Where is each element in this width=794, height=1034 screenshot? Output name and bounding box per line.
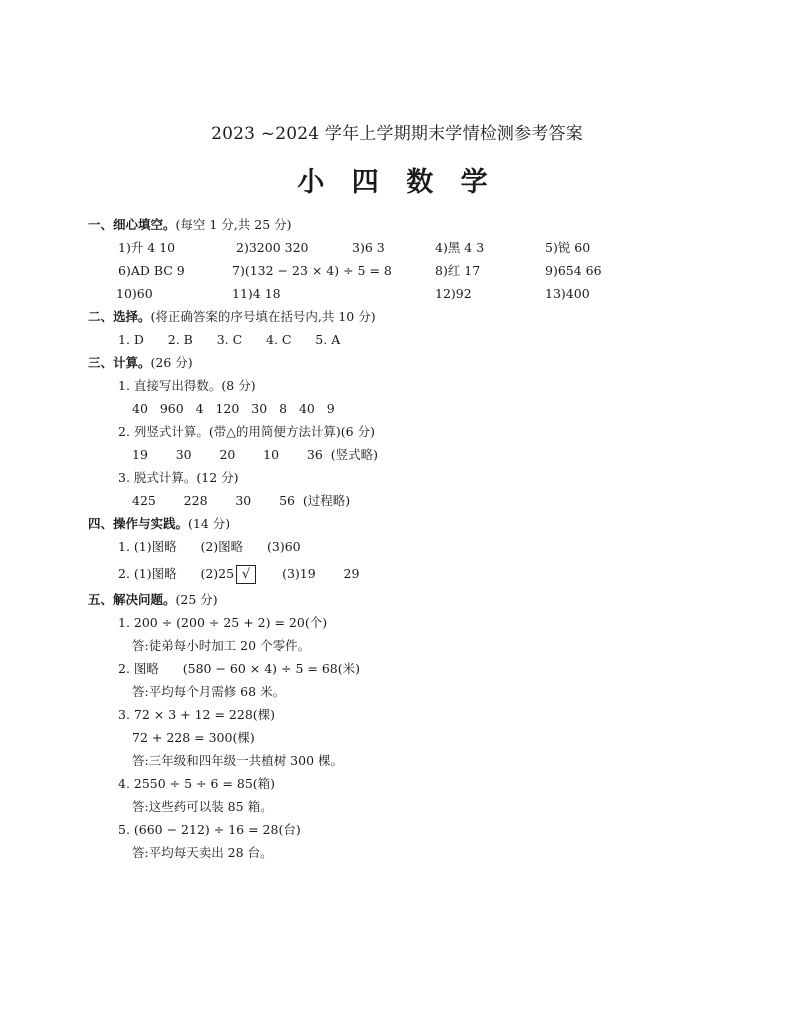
calc-a1: 40 960 4 120 30 8 40 9 — [132, 401, 335, 416]
fill-answer-1: 1)升 4 10 — [118, 240, 176, 255]
problem-1-answer: 答:徒弟每小时加工 20 个零件。 — [132, 638, 311, 653]
section-2-heading — [88, 309, 376, 325]
problem-5-formula: 5. (660 − 212) ÷ 16 = 28(台) — [118, 822, 301, 837]
section-1-heading — [88, 217, 292, 233]
section-5-title: 五、解决问题。 — [88, 592, 176, 607]
fill-answer-12: 12)92 — [435, 286, 472, 301]
section-2-title: 二、选择。 — [88, 309, 151, 324]
section-5-note: (25 分) — [175, 592, 218, 607]
section-3-title: 三、计算。 — [88, 355, 151, 370]
calc-a2: 19 30 20 10 36 (竖式略) — [132, 447, 378, 462]
practice-row-2 — [118, 565, 359, 584]
subject-title: 小 四 数 学 — [297, 167, 497, 198]
section-4-note: (14 分) — [188, 516, 231, 531]
problem-4-formula: 4. 2550 ÷ 5 ÷ 6 = 85(箱) — [118, 776, 276, 791]
section-2-note: (将正确答案的序号填在括号内,共 10 分) — [150, 309, 376, 324]
practice-row-1: 1. (1)图略 (2)图略 (3)60 — [118, 539, 301, 554]
problem-5-answer: 答:平均每天卖出 28 台。 — [132, 845, 273, 860]
calc-a3: 425 228 30 56 (过程略) — [132, 493, 351, 508]
problem-2-answer: 答:平均每个月需修 68 米。 — [132, 684, 286, 699]
calc-q1: 1. 直接写出得数。(8 分) — [118, 378, 256, 393]
section-4-title: 四、操作与实践。 — [88, 516, 189, 531]
fill-answer-9: 9)654 66 — [545, 263, 602, 278]
fill-answer-3: 3)6 3 — [352, 240, 385, 255]
section-3-note: (26 分) — [150, 355, 193, 370]
fill-answer-11: 11)4 18 — [232, 286, 281, 301]
calc-q3: 3. 脱式计算。(12 分) — [118, 470, 239, 485]
problem-4-answer: 答:这些药可以装 85 箱。 — [132, 799, 273, 814]
problem-3-formula-1: 3. 72 × 3 + 12 = 228(棵) — [118, 707, 276, 722]
practice-row-2-part-b: (3)19 29 — [282, 566, 360, 581]
section-4-heading — [88, 516, 230, 532]
section-3-heading — [88, 355, 193, 371]
fill-answer-10: 10)60 — [116, 286, 153, 301]
problem-1-formula: 1. 200 ÷ (200 ÷ 25 + 2) = 20(个) — [118, 615, 328, 630]
problem-3-answer: 答:三年级和四年级一共植树 300 棵。 — [132, 753, 344, 768]
check-mark-box: √ — [236, 565, 256, 584]
fill-answer-2: 2)3200 320 — [236, 240, 309, 255]
practice-row-2-part-a: 2. (1)图略 (2)25 — [118, 566, 235, 581]
fill-answer-8: 8)红 17 — [435, 263, 481, 278]
fill-answer-4: 4)黑 4 3 — [435, 240, 485, 255]
choice-answers: 1. D 2. B 3. C 4. C 5. A — [118, 332, 341, 347]
fill-answer-5: 5)锐 60 — [545, 240, 591, 255]
fill-answer-6: 6)AD BC 9 — [118, 263, 185, 278]
section-1-title: 一、细心填空。 — [88, 217, 176, 232]
section-5-heading — [88, 592, 218, 608]
fill-answer-7: 7)(132 − 23 × 4) ÷ 5 = 8 — [232, 263, 392, 278]
fill-answer-13: 13)400 — [545, 286, 590, 301]
calc-q2: 2. 列竖式计算。(带△的用简便方法计算)(6 分) — [118, 424, 375, 439]
section-1-note: (每空 1 分,共 25 分) — [175, 217, 292, 232]
problem-3-formula-2: 72 + 228 = 300(棵) — [132, 730, 255, 745]
problem-2-formula: 2. 图略 (580 − 60 × 4) ÷ 5 = 68(米) — [118, 661, 361, 676]
page-title: 2023 ~2024 学年上学期期末学情检测参考答案 — [211, 124, 583, 144]
